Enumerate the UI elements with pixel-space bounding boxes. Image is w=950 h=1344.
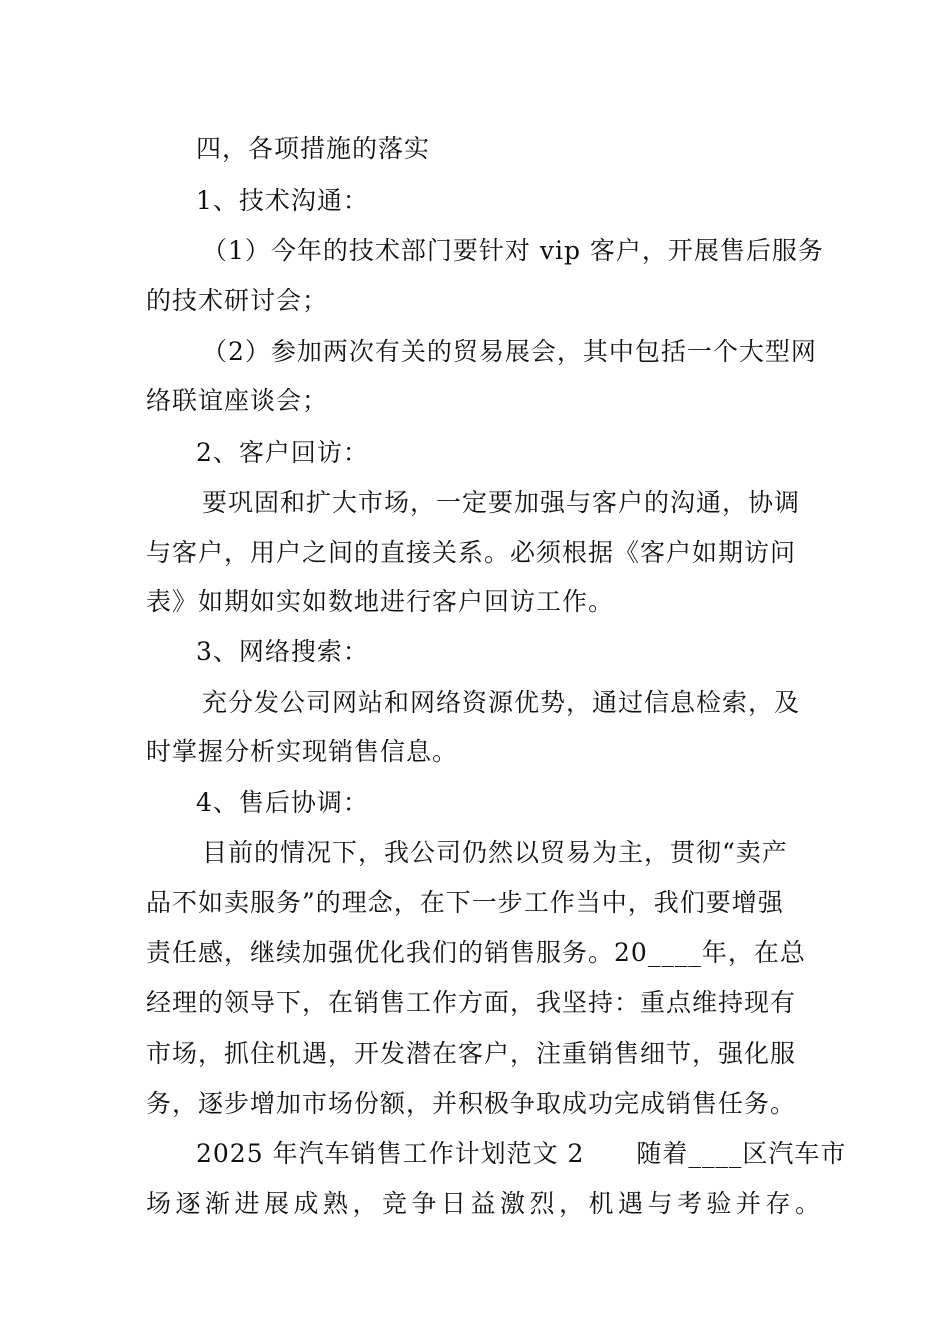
paragraph-line: （2）参加两次有关的贸易展会，其中包括一个大型网 [202,337,817,366]
paragraph-line: 经理的领导下，在销售工作方面，我坚持：重点维持现有 [146,988,797,1017]
paragraph-line: 责任感，继续加强优化我们的销售服务。20____年，在总 [146,938,806,967]
paragraph-line: （1）今年的技术部门要针对 vip 客户，开展售后服务 [202,236,824,265]
subheading-network-search: 3、网络搜索： [196,637,369,666]
paragraph-line: 市场，抓住机遇，开发潜在客户，注重销售细节，强化服 [146,1039,797,1068]
paragraph-line: 2025 年汽车销售工作计划范文 2 随着____区汽车市 [196,1139,847,1168]
subheading-customer-visit: 2、客户回访： [196,438,369,467]
paragraph-line: 络联谊座谈会； [146,386,329,415]
paragraph-line: 品不如卖服务”的理念，在下一步工作当中，我们要增强 [146,888,784,917]
paragraph-line: 与客户，用户之间的直接关系。必须根据《客户如期访问 [146,538,797,567]
paragraph-line: 充分发公司网站和网络资源优势，通过信息检索，及 [202,688,801,717]
subheading-technical-communication: 1、技术沟通： [196,186,369,215]
paragraph-line: 务，逐步增加市场份额，并积极争取成功完成销售任务。 [146,1089,797,1118]
paragraph-line: 表》如期如实如数地进行客户回访工作。 [146,587,615,616]
paragraph-line: 时掌握分析实现销售信息。 [146,737,459,766]
subheading-after-sales: 4、售后协调： [196,788,369,817]
paragraph-line: 目前的情况下，我公司仍然以贸易为主，贯彻“卖产 [202,838,788,867]
paragraph-line: 场逐渐进展成熟，竞争日益激烈，机遇与考验并存。 [146,1189,821,1218]
section-heading: 四，各项措施的落实 [196,134,431,163]
paragraph-line: 的技术研讨会； [146,286,329,315]
paragraph-line: 要巩固和扩大市场，一定要加强与客户的沟通，协调 [202,488,801,517]
